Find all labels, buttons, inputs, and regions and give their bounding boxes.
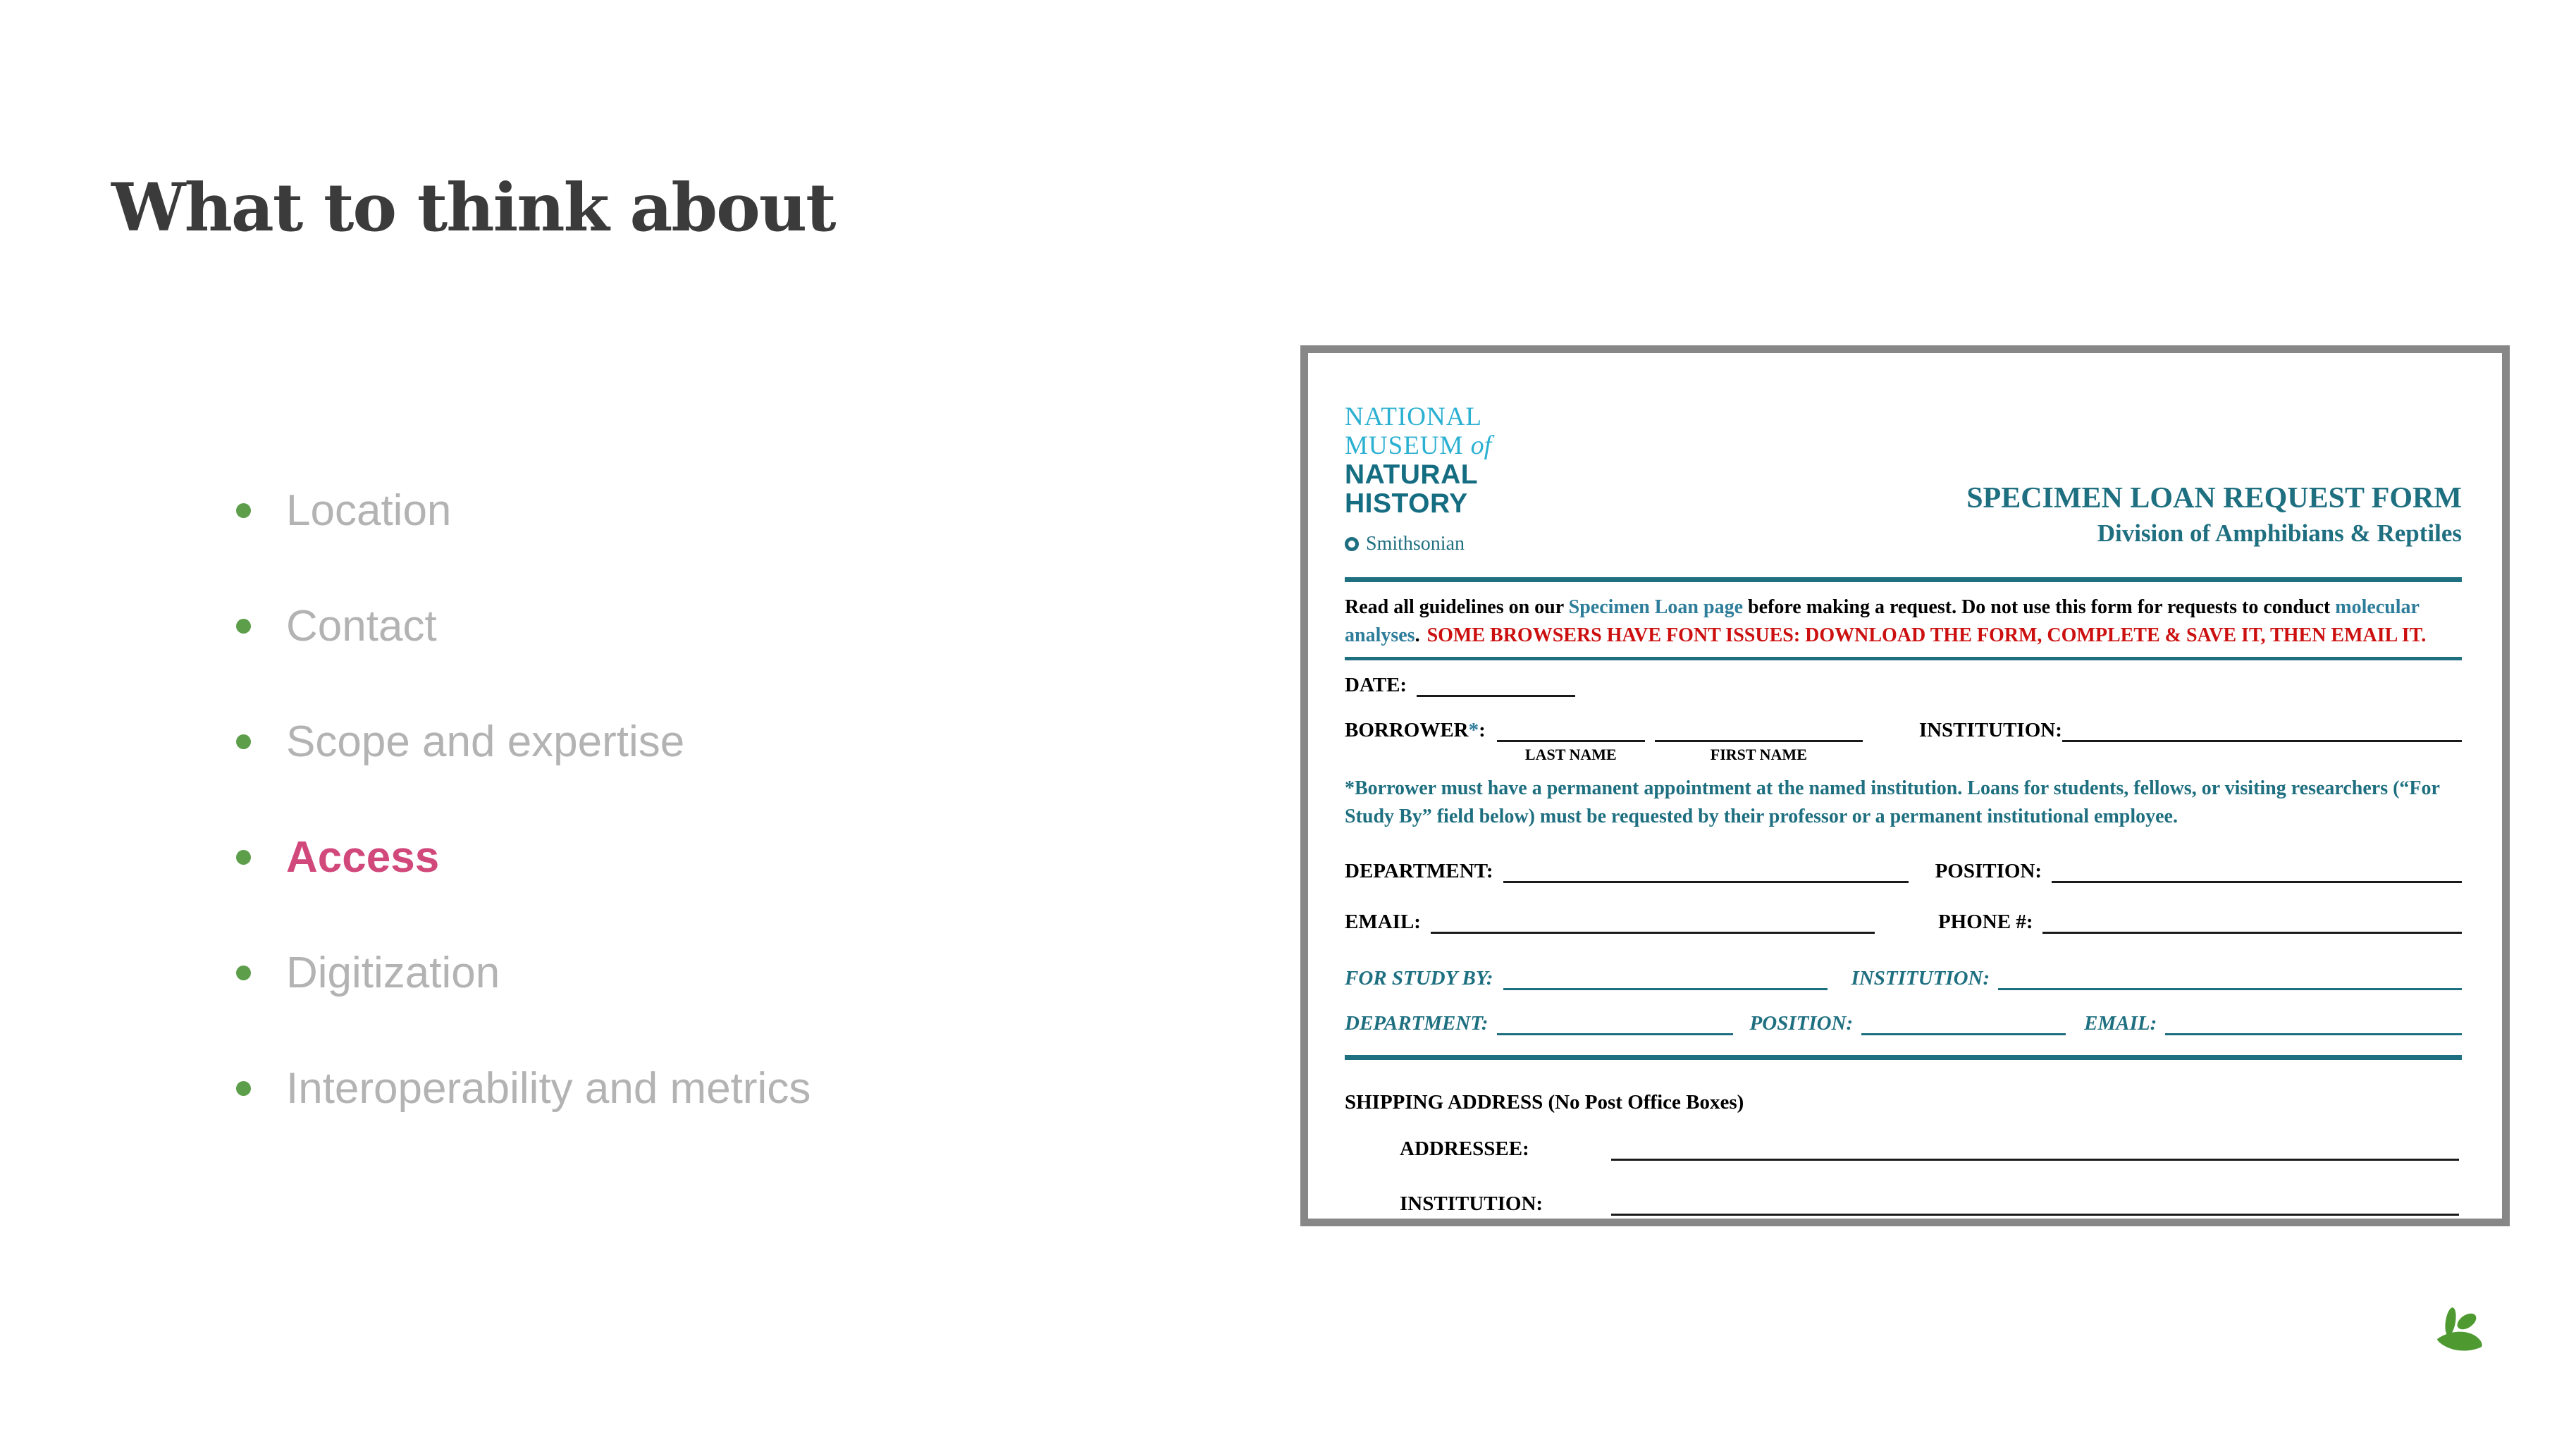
first-name-label: FIRST NAME — [1710, 746, 1807, 763]
date-field-row — [1345, 673, 2462, 697]
study-position-input-line — [1861, 1032, 2066, 1035]
form-header — [1345, 353, 2462, 577]
bullet-icon — [236, 619, 251, 634]
bullet-icon — [236, 734, 251, 749]
phone-label: PHONE #: — [1937, 911, 2033, 933]
bullet-icon — [236, 1081, 251, 1096]
last-name-input-line — [1497, 739, 1645, 763]
form-title-block — [1966, 481, 2462, 577]
last-name-label: LAST NAME — [1524, 746, 1617, 763]
study-department-input-line — [1497, 1032, 1733, 1035]
department-input-line — [1503, 880, 1909, 883]
for-study-by-input-line — [1503, 987, 1828, 990]
department-field-row — [1345, 859, 2462, 883]
specimen-loan-form-screenshot — [1300, 345, 2510, 1226]
borrower-field-row — [1345, 718, 2462, 763]
nmnh-logo — [1345, 402, 1491, 577]
shipping-institution-label: INSTITUTION: — [1400, 1192, 1543, 1215]
addressee-label: ADDRESSEE: — [1400, 1137, 1529, 1160]
study-department-row — [1345, 1011, 2462, 1035]
nmnh-logo-line2: MUSEUM of — [1345, 431, 1492, 460]
study-institution-input-line — [1998, 987, 2462, 990]
institution-label: INSTITUTION: — [1918, 719, 2062, 741]
bullet-icon — [236, 966, 251, 980]
bullet-label: Location — [286, 486, 452, 535]
study-email-label: EMAIL: — [2084, 1012, 2157, 1035]
borrower-label: BORROWER*: — [1345, 719, 1486, 741]
list-item — [236, 1063, 811, 1114]
position-label: POSITION: — [1935, 860, 2042, 882]
divider — [1345, 577, 2462, 582]
for-study-by-row — [1345, 966, 2462, 990]
bullet-list — [236, 485, 811, 1178]
molecular-analyses-link[interactable]: molecular analyses — [1345, 596, 2420, 646]
addressee-input-line — [1611, 1158, 2459, 1161]
list-item — [236, 600, 811, 651]
list-item-active — [236, 832, 811, 882]
study-email-input-line — [2165, 1032, 2462, 1035]
department-label: DEPARTMENT: — [1345, 860, 1493, 882]
study-institution-label: INSTITUTION: — [1851, 967, 1990, 989]
smithsonian-sun-icon — [1345, 537, 1359, 551]
email-field-row — [1345, 910, 2462, 934]
bullet-label: Interoperability and metrics — [286, 1063, 811, 1113]
nmnh-logo-line4: HISTORY — [1345, 488, 1468, 519]
bullet-icon — [236, 503, 251, 518]
shipping-institution-field-row — [1345, 1192, 2462, 1216]
addressee-field-row — [1345, 1137, 2462, 1161]
phone-input-line — [2042, 931, 2462, 934]
specimen-loan-page-link[interactable]: Specimen Loan page — [1568, 596, 1744, 618]
bullet-label: Access — [286, 832, 440, 882]
smithsonian-logo: Smithsonian — [1345, 529, 1491, 558]
shipping-address-header: SHIPPING ADDRESS (No Post Office Boxes) — [1345, 1091, 1744, 1114]
shipping-institution-input-line — [1611, 1213, 2459, 1216]
divider — [1345, 1055, 2462, 1060]
bullet-icon — [236, 850, 251, 865]
study-position-label: POSITION: — [1749, 1012, 1854, 1035]
list-item — [236, 485, 811, 536]
email-label: EMAIL: — [1345, 911, 1421, 933]
date-input-line — [1417, 694, 1575, 697]
divider — [1345, 657, 2462, 660]
position-input-line — [2052, 880, 2462, 883]
page-title: What to think about — [111, 169, 835, 247]
bullet-label: Scope and expertise — [286, 717, 685, 766]
list-item — [236, 716, 811, 767]
institution-input-line — [2062, 739, 2462, 742]
bullet-label: Digitization — [286, 948, 500, 997]
study-department-label: DEPARTMENT: — [1345, 1012, 1489, 1035]
borrower-note: *Borrower must have a permanent appointment at the named institution. Loans for students, fellows, or visiting researchers (“For Study By” field below) must be requested by their professor or a permanent institutional employee. — [1345, 777, 2440, 827]
nmnh-logo-line1: NATIONAL — [1345, 402, 1483, 431]
date-label: DATE: — [1345, 674, 1407, 696]
for-study-by-label: FOR STUDY BY: — [1345, 967, 1493, 989]
form-title: SPECIMEN LOAN REQUEST FORM — [1966, 482, 2462, 514]
form-instructions: Read all guidelines on our Specimen Loan page before making a request. Do not use this form for requests to conduct molecular analyses. SOME BROWSERS HAVE FONT ISSUES: DOWNLOAD THE FORM, COMPLETE & SAVE IT, THEN EMAIL IT. — [1345, 596, 2427, 646]
email-input-line — [1431, 931, 1875, 934]
leaf-logo-icon — [2433, 1307, 2489, 1362]
list-item — [236, 947, 811, 998]
browser-warning-text: SOME BROWSERS HAVE FONT ISSUES: DOWNLOAD THE FORM, COMPLETE & SAVE IT, THEN EMAIL IT. — [1426, 624, 2427, 646]
bullet-label: Contact — [286, 601, 437, 650]
form-subtitle: Division of Amphibians & Reptiles — [2097, 519, 2462, 547]
nmnh-logo-line3: NATURAL — [1345, 460, 1479, 490]
first-name-input-line — [1655, 739, 1863, 763]
